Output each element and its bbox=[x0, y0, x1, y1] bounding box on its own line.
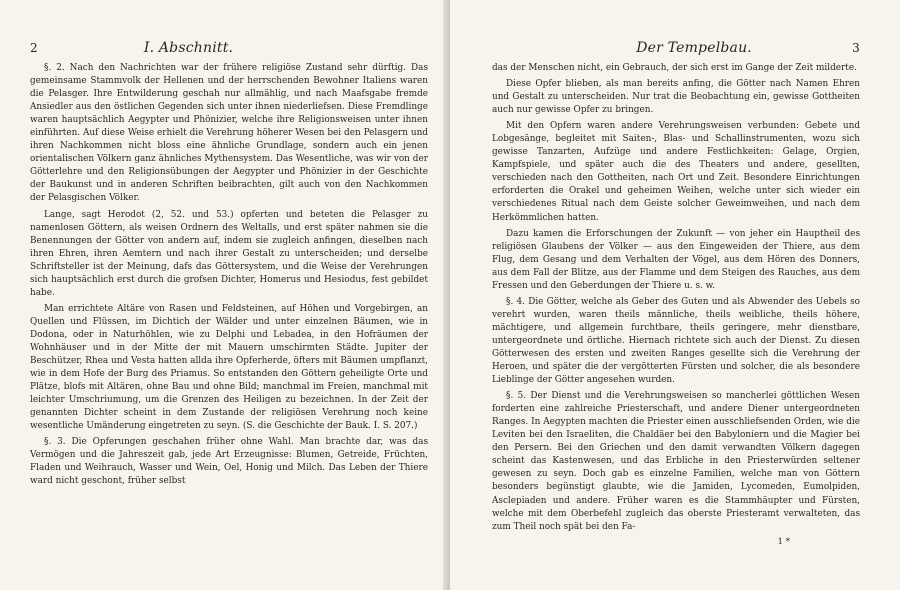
left-paragraph-1: §. 2. Nach den Nachrichten war der frühere religiöse Zustand sehr dürftig. Das gemeinsame Stammvolk der Hellenen und der herrschenden Bewohner Italiens waren die Pelasger. Ihre Entwilderung geschah nur allmählig, und nach Maafsgabe fremde Ansiedler aus den östlichen Gegenden sich unter ihnen niederliefsen. Diese Fremdlinge waren hauptsächlich Aegypter und Phönizier, welche ihre Religionsweisen unter ihnen einführten. Auf diese Weise erhielt die Verehrung höherer Wesen bei den Pelasgern und ihren Nachkommen nicht bloss eine ähnliche Grundlage, sondern auch ein jenen orientalischen Völkern ganz ähnliches Mythensystem. Das Wesentliche, was wir von der Götterlehre und den Religionsübungen der Aegypter und Phönizier in der Geschichte der Baukunst und in anderen Schriften beibrachten, gilt auch von den Nachkommen der Pelasgischen Völker. bbox=[30, 63, 428, 204]
left-running-title: I. Abschnitt. bbox=[143, 40, 234, 56]
right-paragraph-6: §. 5. Der Dienst und die Verehrungsweisen so mancherlei göttlichen Wesen forderten eine zahlreiche Priesterschaft, und andere Diener untergeordneten Ranges. In Aegypten machten die Priester einen ausschliefsenden Orden, wie die Leviten bei den Israeliten, die Chaldäer bei den Babyloniern und die Magier bei den Persern. Bei den Griechen und den damit verwandten Völkern dagegen scheint das Kastenwesen, und das Erbliche in den Priesterwürden seltener gewesen zu seyn. Doch gab es einzelne Familien, welche man von Göttern besonders begünstigt glaubte, wie die Jamiden, Lycomeden, Eumolpiden, Asclepiaden und andere. Früher waren es die Stammhäupter und Fürsten, welche mit dem Oberbefehl zugleich das oberste Priesteramt verwalteten, das zum Theil noch spät bei den Fa- bbox=[492, 391, 860, 532]
right-running-head bbox=[492, 40, 860, 56]
left-running-head bbox=[30, 40, 428, 56]
signature-mark: 1 * bbox=[777, 536, 790, 547]
right-paragraph-1: das der Menschen nicht, ein Gebrauch, der sich erst im Gange der Zeit milderte. bbox=[492, 63, 857, 73]
right-running-title: Der Tempelbau. bbox=[636, 40, 752, 56]
right-page bbox=[450, 0, 900, 590]
left-paragraph-3: Man errichtete Altäre von Rasen und Feldsteinen, auf Höhen und Vorgebirgen, an Quellen und Flüssen, im Dichtich der Wälder und unter einzelnen Bäumen, wie in Dodona, oder in Naturhöhlen, wie zu Delphi und Lebadea, in den Hofräumen der Wohnhäuser und in der Mitte der mit Mauern umschirmten Städte. Jupiter der Beschützer, Rhea und Vesta hatten allda ihre Opferherde, öfters mit Bäumen umpflanzt, wie in dem Hofe der Burg des Priamus. So entstanden den Göttern geheiligte Orte und Plätze, blofs mit Altären, ohne Bau und ohne Bild; manchmal im Freien, manchmal mit leichter Umschriumung, um die Grenzen des Heiligen zu bezeichnen. In der Zeit der genannten Dichter scheint in dem Zustande der religiösen Verehrung noch keine wesentliche Umänderung eingetreten zu seyn. (S. die Geschichte der Bauk. I. S. 207.) bbox=[30, 303, 428, 432]
left-page-number: 2 bbox=[30, 41, 38, 55]
right-paragraph-2: Diese Opfer blieben, als man bereits anfing, die Götter nach Namen Ehren und Gestalt zu unterscheiden. Nur trat die Beobachtung ein, gewisse Gottheiten auch nur gewisse Opfer zu bringen. bbox=[492, 79, 860, 116]
right-paragraph-5: §. 4. Die Götter, welche als Geber des Guten und als Abwender des Uebels so verehrt wurden, waren theils männliche, theils weibliche, theils höhere, mächtigere, und allgemein furchtbare, theils geringere, mehr dienstbare, untergeordnete und örtliche. Hiernach richtete sich auch der Dienst. Zu diesen Götterwesen des ersten und zweiten Ranges gesellte sich die Verehrung der Heroen, und später die der vergötterten Fürsten und solcher, die als besondere Lieblinge der Götter angesehen wurden. bbox=[492, 296, 860, 386]
left-paragraph-2: Lange, sagt Herodot (2, 52. und 53.) opferten und beteten die Pelasger zu namenlosen Göttern, als weisen Ordnern des Weltalls, und erst später nahmen sie die Benennungen der Götter von andern auf, indem sie zugleich anfingen, dieselben nach ihren Ehren, ihren Aemtern und nach ihrer Gestalt zu unterscheiden; und derselbe Schriftsteller ist der Meinung, dafs das Göttersystem, und die Weise der Verehrungen sich hauptsächlich erst durch die grofsen Dichter, Homerus und Hesiodus, fest gebildet habe. bbox=[30, 209, 428, 298]
right-paragraph-3: Mit den Opfern waren andere Verehrungsweisen verbunden: Gebete und Lobgesänge, begleitet mit Saiten-, Blas- und Schallinstrumenten, wozu sich gewisse Tanzarten, Aufzüge und andere Festlichkeiten: Gelage, Orgien, Kampfspiele, und später auch die des Theaters und andere, gesellten, verschieden nach den Gottheiten, nach Ort und Zeit. Besondere Einrichtungen erforderten die Orakel und geheimen Weihen, welche unter sich wieder ein verschiedenes Ritual nach dem Geiste solcher Geweimweihen, und nach dem Herkömmlichen hatten. bbox=[492, 121, 860, 223]
right-paragraph-4: Dazu kamen die Erforschungen der Zukunft — von jeher ein Hauptheil des religiösen Glaubens der Völker — aus den Eingeweiden der Thiere, aus dem Flug, dem Gesang und dem Verhalten der Vögel, aus dem Hören des Donners, aus dem Fall der Blitze, aus der Flamme und dem Steigen des Rauches, aus dem Fressen und den Geberdungen der Thiere u. s. w. bbox=[492, 228, 860, 291]
left-paragraph-4: §. 3. Die Opferungen geschahen früher ohne Wahl. Man brachte dar, was das Vermögen und die Jahreszeit gab, jede Art Erzeugnisse: Blumen, Getreide, Früchten, Fladen und Weihrauch, Wasser und Wein, Oel, Honig und Milch. Das Leben der Thiere ward nicht geschont, früher selbst bbox=[30, 437, 428, 487]
right-page-number: 3 bbox=[852, 41, 860, 55]
